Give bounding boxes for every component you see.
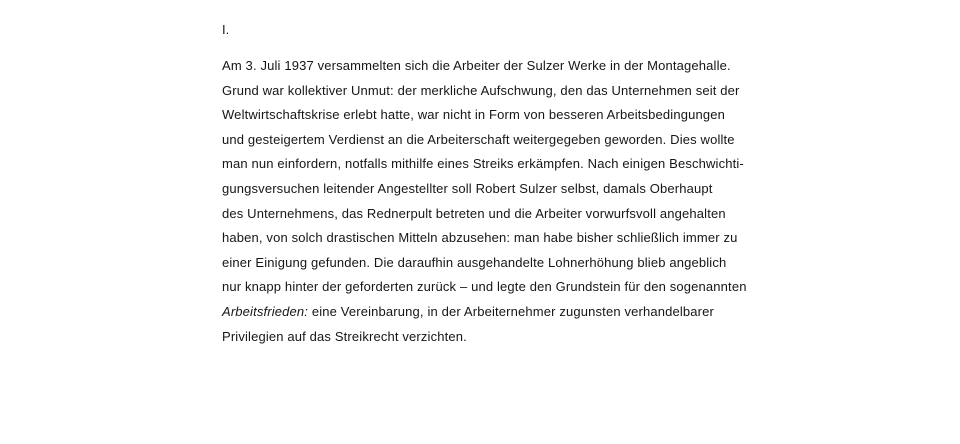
paragraph-line: nur knapp hinter der geforderten zurück – und legte den Grundstein für den sogenannten bbox=[222, 279, 747, 295]
paragraph-line: des Unternehmens, das Rednerpult betreten und die Arbeiter vorwurfsvoll angehalten bbox=[222, 205, 726, 221]
paragraph-line: man nun einfordern, notfalls mithilfe eines Streiks erkämpfen. Nach einigen Beschwichti- bbox=[222, 156, 744, 172]
emphasized-term: Arbeitsfrieden: bbox=[222, 303, 309, 319]
paragraph-line: einer Einigung gefunden. Die daraufhin ausgehandelte Lohnerhöhung blieb angeblich bbox=[222, 254, 727, 270]
paragraph-line-with-emphasis bbox=[222, 300, 747, 325]
body-text-block bbox=[222, 22, 747, 349]
paragraph-line: gungsversuchen leitender Angestellter soll Robert Sulzer selbst, damals Oberhaupt bbox=[222, 180, 713, 196]
section-heading: I. bbox=[222, 22, 230, 37]
paragraph-line: haben, von solch drastischen Mitteln abzusehen: man habe bisher schließlich immer zu bbox=[222, 230, 738, 246]
paragraph-line: Weltwirtschaftskrise erlebt hatte, war nicht in Form von besseren Arbeitsbedingungen bbox=[222, 107, 725, 123]
paragraph-line: Grund war kollektiver Unmut: der merkliche Aufschwung, den das Unternehmen seit der bbox=[222, 82, 740, 98]
paragraph-line: und gesteigertem Verdienst an die Arbeiterschaft weitergegeben geworden. Dies wollte bbox=[222, 131, 735, 147]
paragraph-closing-line: Privilegien auf das Streikrecht verzichten. bbox=[222, 328, 467, 344]
paragraph-line: Am 3. Juli 1937 versammelten sich die Arbeiter der Sulzer Werke in der Montagehalle. bbox=[222, 58, 731, 73]
emphasis-line-rest: eine Vereinbarung, in der Arbeiternehmer zugunsten verhandelbarer bbox=[308, 303, 715, 319]
